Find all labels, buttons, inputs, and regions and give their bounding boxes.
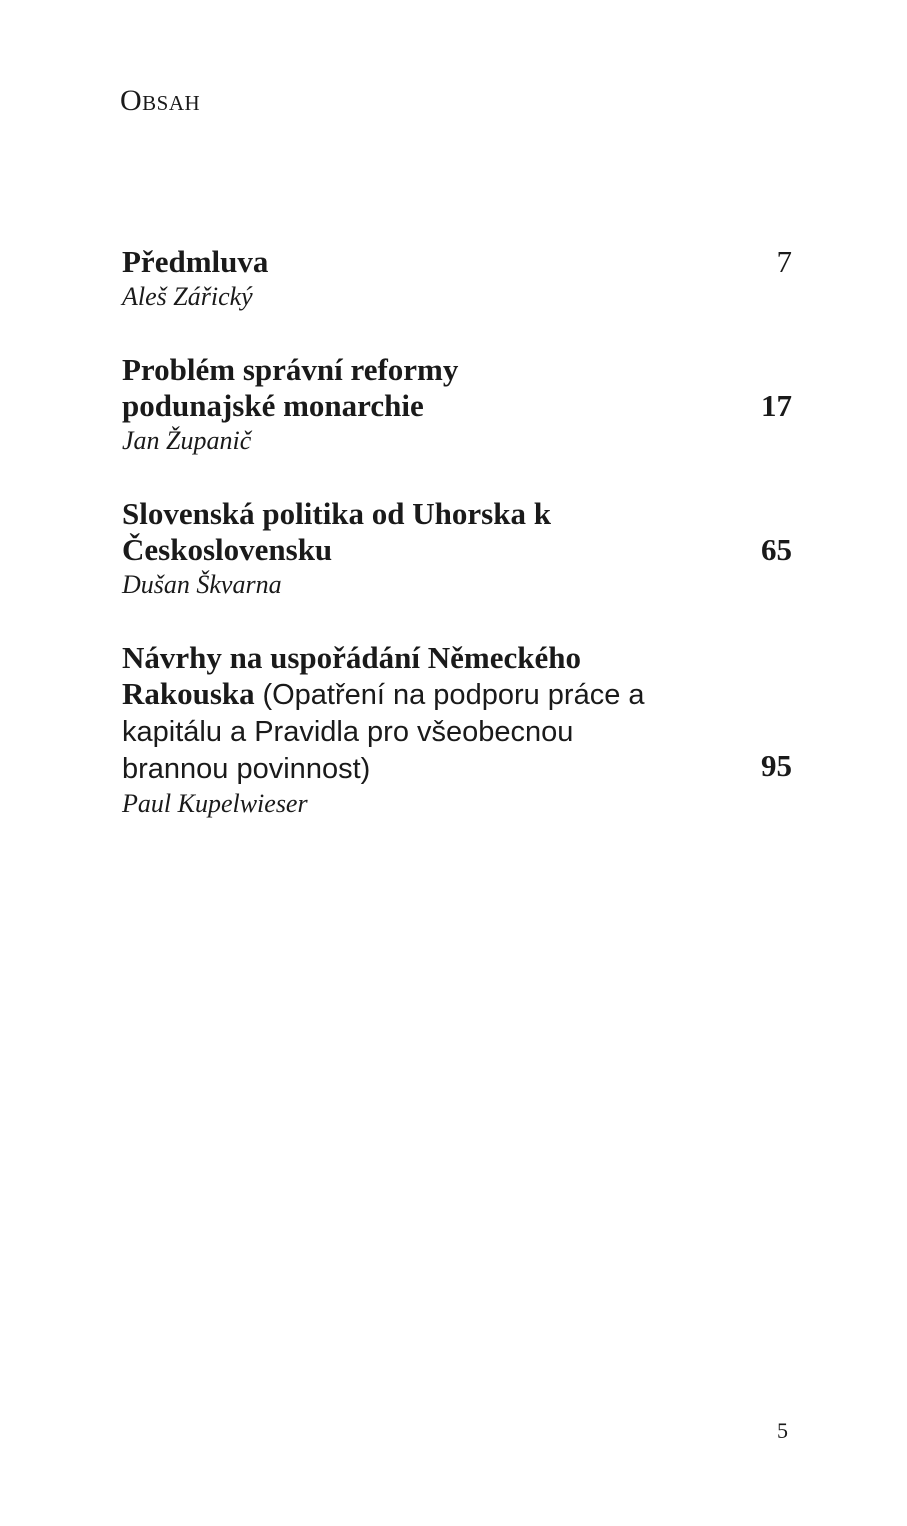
entry-title-subtitle: (Opatření na podporu práce a kapitálu a Pravidla pro všeobecnou brannou povinnost) <box>122 679 645 785</box>
entry-page-number: 65 <box>761 532 792 567</box>
entry-author: Dušan Škvarna <box>122 570 282 599</box>
entry-page-number: 17 <box>761 388 792 423</box>
entry-title-bold: Návrhy na uspořádání Německého Rakouska <box>122 640 582 711</box>
toc-entry <box>122 496 792 602</box>
page-folio: 5 <box>777 1418 788 1443</box>
entry-title <box>122 640 652 787</box>
entry-author: Aleš Zářický <box>122 282 253 311</box>
entry-title-bold: Problém správní reformy podunajské monarchie <box>122 352 459 423</box>
entry-title <box>122 244 682 280</box>
entry-title <box>122 352 502 424</box>
toc-entry <box>122 640 792 821</box>
page-heading: Obsah <box>120 84 201 117</box>
entry-author: Paul Kupelwieser <box>122 789 308 818</box>
entry-page-number: 7 <box>776 244 792 279</box>
toc-entry <box>122 244 792 314</box>
entry-author: Jan Županič <box>122 426 252 455</box>
entry-title-bold: Slovenská politika od Uhorska k Československu <box>122 496 551 567</box>
toc-entry <box>122 352 792 458</box>
entry-title-bold: Předmluva <box>122 244 269 279</box>
entry-title <box>122 496 562 568</box>
entry-page-number: 95 <box>761 748 792 783</box>
